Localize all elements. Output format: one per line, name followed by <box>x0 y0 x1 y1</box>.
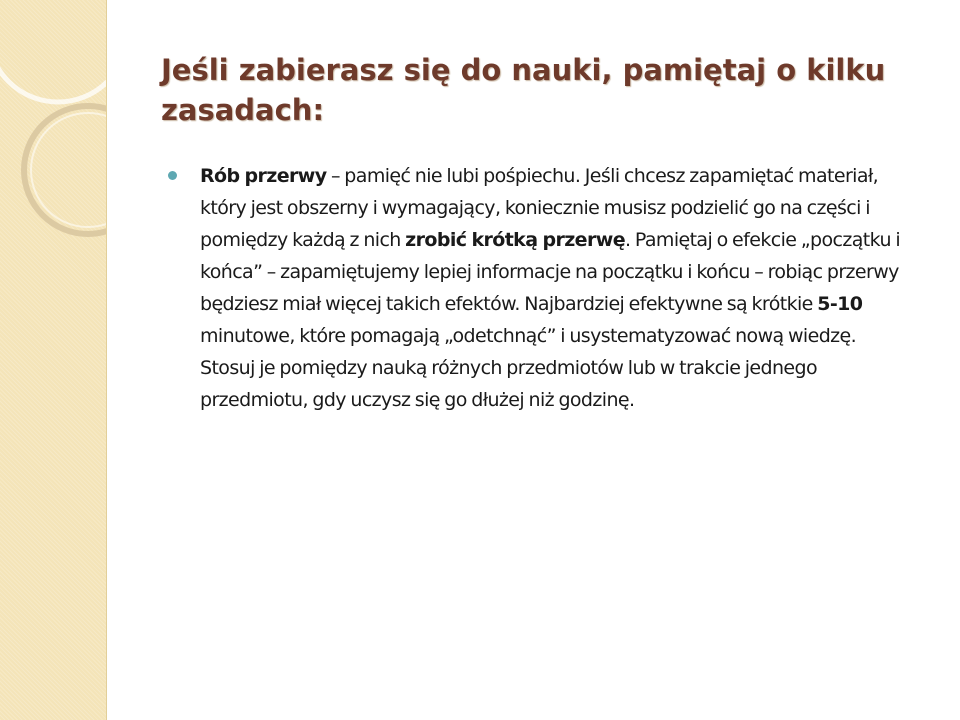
decorative-side-panel <box>0 0 107 720</box>
text-segment: – pamięć nie lubi pośpiechu. Jeśli chcesz zapamiętać materiał, który jest obszerny i wymagający, koniecznie musisz podzielić go na części i pomiędzy każdą z nich <box>200 165 879 251</box>
bold-segment-krotka-przerwa: zrobić krótką przerwę <box>405 229 625 251</box>
bold-segment-5-10: 5-10 <box>817 293 863 315</box>
text-segment: . Pamiętaj o efekcie „początku i końca” – zapamiętujemy lepiej informacje na początku i końcu – robiąc przerwy będziesz miał więcej takich efektów. Najbardziej efektywne są krótkie <box>200 229 901 315</box>
bullet-text <box>200 160 908 416</box>
bullet-list <box>168 160 908 416</box>
slide-title: Jeśli zabierasz się do nauki, pamiętaj o kilku zasadach: <box>161 53 886 127</box>
decorative-rings-graphic <box>0 0 106 720</box>
text-segment: minutowe, które pomagają „odetchnąć” i usystematyzować nową wiedzę. Stosuj je pomiędzy nauką różnych przedmiotów lub w trakcie jednego przedmiotu, gdy uczysz się go dłużej niż godzinę. <box>200 325 857 411</box>
bullet-point-icon <box>168 171 177 180</box>
bullet-item <box>168 160 908 416</box>
bold-segment-rob-przerwy: Rób przerwy <box>200 165 327 187</box>
